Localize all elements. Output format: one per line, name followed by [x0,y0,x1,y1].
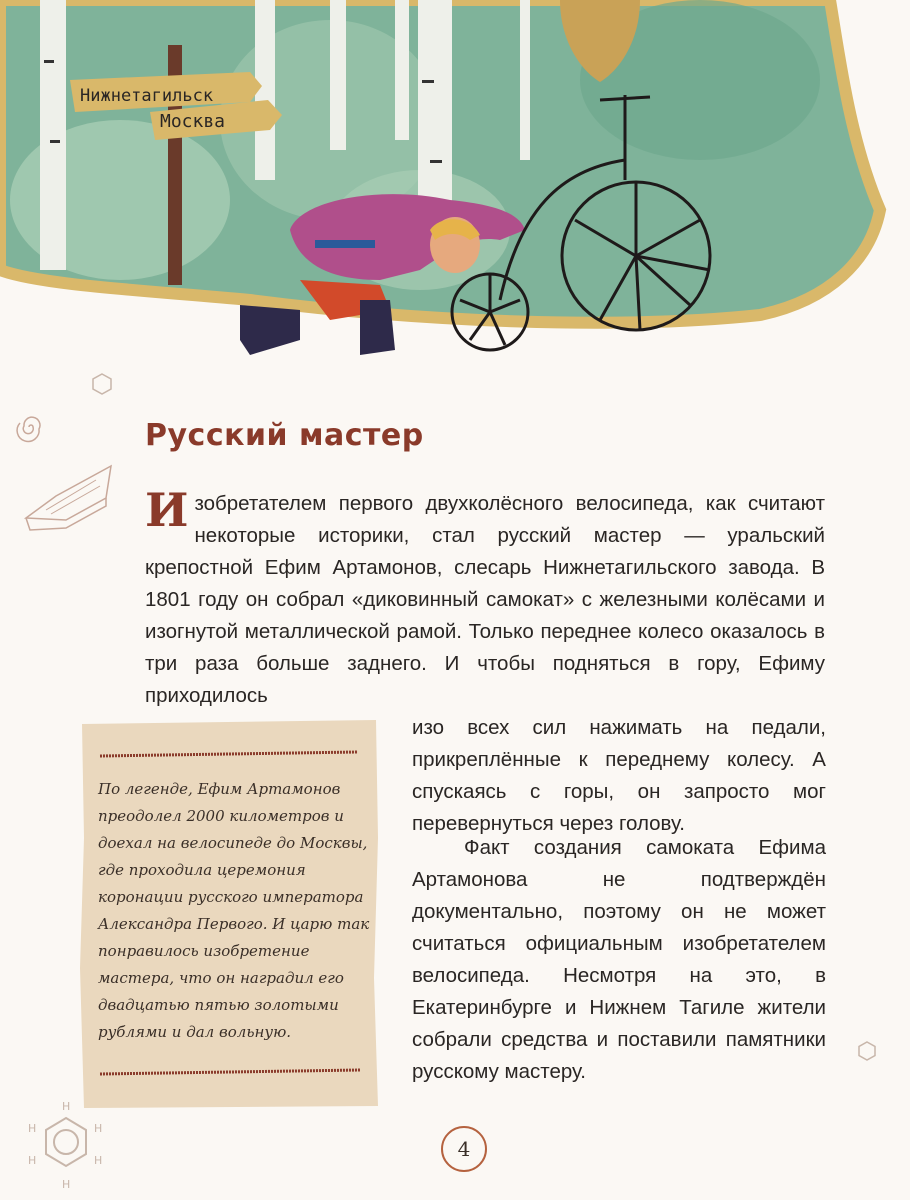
svg-text:H: H [62,1100,71,1113]
svg-text:H: H [62,1178,71,1191]
spiral-icon [14,410,48,444]
benzene-icon [26,1098,126,1198]
page-number: 4 [441,1126,487,1172]
sign-bottom-label: Москва [160,111,226,132]
book-icon [16,458,116,538]
forest-illustration [0,0,910,370]
article-paragraph-3: Факт создания самоката Ефима Артамонова не подтверждён документально, поэтому он не может считаться официальным изобретателем велосипеда. Несмотря на это, в Екатеринбурге и Нижнем Тагиле жители собрали средства и поставили памятники русскому мастеру. [412,836,826,1083]
page-title: Русский мастер [145,418,424,453]
sign-top-label: Нижнетагильск [80,86,214,106]
article-paragraph-1-text: зобретателем первого двухколёсного велосипеда, как считают некоторые историки, стал русский мастер — уральский крепостной Ефим Артамонов, слесарь Нижнетагильского завода. В 1801 году он собрал «диковинный самокат» с железными колёсами и изогнутой металлической рамой. Только переднее колесо оказалось в три раза больше заднего. И чтобы подняться в гору, Ефиму приходилось [145,492,825,707]
svg-text:H: H [28,1122,37,1135]
article-paragraph-2: изо всех сил нажимать на педали, прикреплённые к переднему колесу. А спускаясь с горы, он запросто мог перевернуться через голову. [412,716,826,835]
svg-text:H: H [94,1122,103,1135]
legend-sidebar [78,718,380,1110]
article-paragraph-1 [145,483,825,712]
svg-text:H: H [28,1154,37,1167]
hexagon-icon [856,1040,878,1062]
sidebar-text: По легенде, Ефим Артамонов преодолел 2000 километров и доехал на велосипеде до Москвы, где проходила церемония коронации русского императора Александра Первого. И царю так понравилось изобретение мастера, что он наградил его двадцатью пятью золотыми рублями и дал вольную. [98,780,370,1041]
hexagon-icon [90,372,114,396]
svg-text:H: H [94,1154,103,1167]
drop-cap: И [145,483,189,537]
